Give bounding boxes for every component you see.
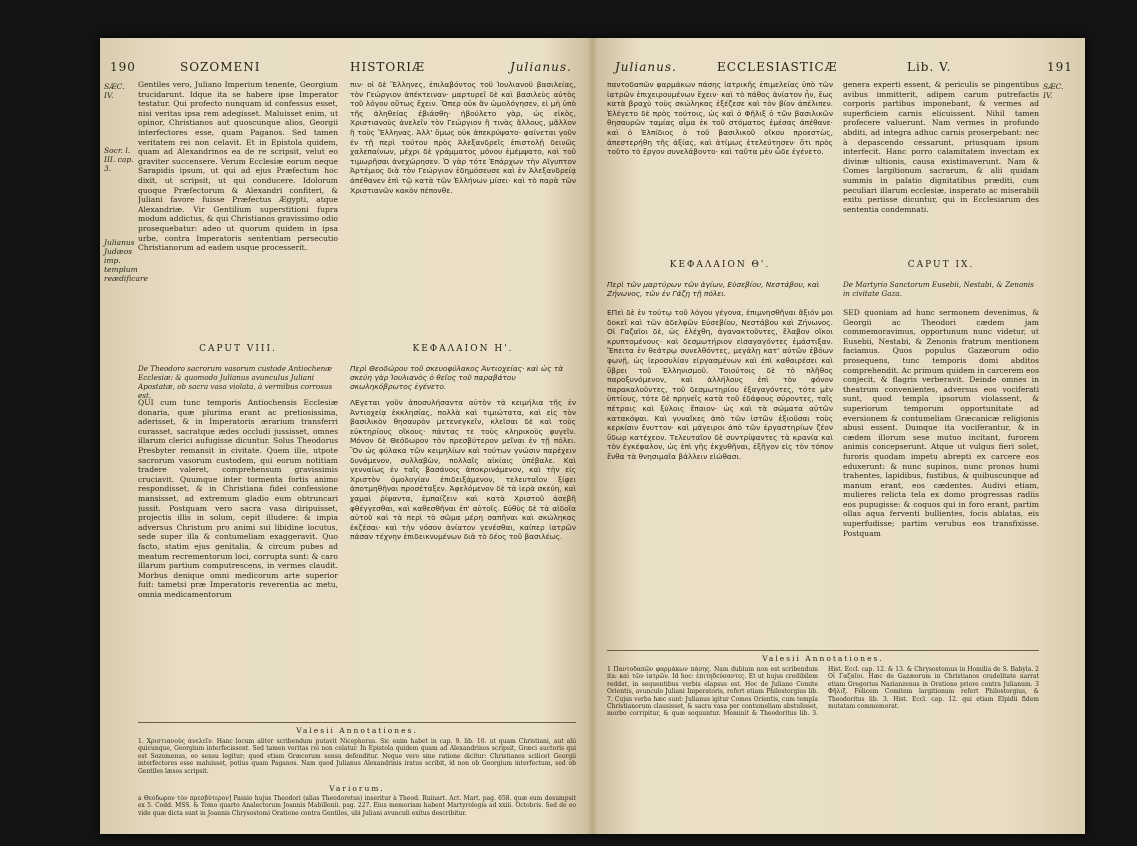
side-note: Socr. l. III. cap. 3. [104,146,134,173]
notes-rule [607,650,1039,651]
latin-paragraph: genera experti essent, & periculis se pingentibus avibus immitterit, adipem carum putrefactis corporis partibus imponebant, & vermes ad superficiem carnis elicuissent. Nihil tamen profecere valuerunt. Nam vermes in profundo abditi, ad integra adhuc carnis proserpebant: nec à depascendo cessarunt, priusquam ipsum interfecit. Hanc porro calamitatem invectam ex divinæ ultionis, causa existimaverunt. Nam & Comes largitionum sacrarum, & alii quidam summis in palatio dignitatibus præditi, cum peculiari illarum ecclesiæ, insperato ac miserabili exitu periisse dicuntur, qui in Ecclesiarum des sententia condemnati. [843,80,1039,214]
running-head-right [607,60,1075,78]
greek-chapter-paragraph: ΛΕγεται γοῦν ἀποσυλήσαντα αὐτὸν τὰ κειμήλια τῆς ἐν Ἀντιοχείᾳ ἐκκλησίας, πολλὰ καὶ τιμιώτατα, καὶ εἰς τὸν βασιλικὸν θησαυρὸν μετενεγκεῖν, κλεῖσαι δὲ καὶ τοὺς εὐκτηρίους οἴκους· πάντας τε τοὺς κληρικοὺς φυγεῖν. Μόνον δὲ Θεόδωρον τὸν πρεσβύτερον μεῖναι ἐν τῇ πόλει. Ὃν ὡς φύλακα τῶν κειμηλίων καὶ τούτων γνώσιν παρέχειν δυνάμενον, συλλαβὼν, πολλαῖς αἰκίαις ὑπέβαλε. Καὶ γενναίως ἐν ταῖς βασάνοις ἀποκρινάμενον, καὶ τὴν εἰς Χριστὸν ὁμολογίαν ἐπιδειξάμενον, τελευταῖον ξίφει ἀποτμηθῆναι προσέταξεν. Ἀφελόμενον δὲ τὰ ἱερὰ σκεύη, καὶ χαμαὶ ῥίψαντα, ἐμπαίζειν καὶ κατὰ Χριστοῦ ἀσεβῆ φθέγγεσθαι, καὶ καθεσθῆναι ἐπ' αὐτοῖς. Εὐθὺς δὲ τὰ αἰδοῖα αὐτοῦ καὶ τὰ περὶ τὸ σῶμα μέρη σαπῆναι καὶ σκώληκας ἐκζέσαι· καὶ τὴν νόσον ἀνίατον γενέσθαι, καίπερ ἰατρῶν πάσαν τέχνην ἐπιδεικνυμένων διὰ τὸ δέος τοῦ βασιλέως. [350,398,576,542]
notes-rule [138,722,576,723]
chapter-summary-greek: Περὶ Θεοδώρου τοῦ σκευοφύλακος Ἀντιοχείας· καὶ ὡς τὰ σκεύη γὰρ Ἰουλιανὸς ὁ θεῖος τοῦ παραβάτου σκωληκόβρωτος ἐγένετο. [350,364,564,391]
running-head-left [110,60,578,78]
variorum-notes [138,795,576,825]
greek-column [607,80,833,250]
greek-chapter-body [607,308,833,644]
running-head-ruler: Julianus. [615,60,677,74]
latin-column [843,80,1039,250]
chapter-summary-greek: Περὶ τῶν μαρτύρων τῶν ἁγίων, Εὐσεβίου, Νεστάβου, καὶ Ζήνωνος, τῶν ἐν Γάζῃ τῇ πόλει. [607,280,820,298]
chapter-heading-greek: ΚΕΦΑΛΑΙΟΝ Η'. [412,344,514,354]
chapter-heading-latin: CAPUT IX. [907,260,975,270]
running-head-author: SOZOMENI [180,60,261,74]
open-book [100,38,1085,834]
notes-title: Valesii Annotationes. [296,726,418,735]
latin-chapter-body [843,308,1039,644]
page-number: 190 [110,60,136,74]
annotations [607,666,1039,824]
side-note: Julianus Judæos imp. templum reædificare [104,238,148,283]
greek-paragraph: πιν· οἱ δὲ Ἕλληνες, ἐπιλαβόντος τοῦ Ἰουλιανοῦ βασιλείας, τὸν Γεώργιον ἀπέκτειναν· μαρτυρεῖ δὲ καὶ βασιλεὺς αὐτὸς τοῦ λόγου οὕτως ἔχειν. Ὅπερ οὐκ ἂν ὡμολόγησεν, εἰ μὴ ὑπὸ τῆς ἀληθείας ἐβιάσθη· ἠβούλετο γὰρ, ὡς εἰκὸς, Χριστιανοὺς ἀνελεῖν τὸν Γεώργιον ἢ τινὰς ἄλλους, μᾶλλον ἢ τοὺς Ἕλληνας. Ἀλλ' ὅμως οὐκ ἀπεκρύψατο· φαίνεται γοῦν ἐν τῇ περὶ τούτου πρὸς Ἀλεξανδρεῖς ἐπιστολῇ δεινῶς χαλεπαίνων, μέχρι δὲ γράμματος μόνου ἐμέμψατο, καὶ τοῦ τιμωρῆσαι ἀνεχώρησεν. Ὁ γὰρ τότε Ἐπάρχων τὴν Αἴγυπτον Ἀρτέμιος διὰ τὸν Γεώργιον ἐδημόσευσε καὶ ἐν Ἀλεξανδρείᾳ ἀπέθανεν ἐπὶ τῷ κατὰ τῶν Ἑλλήνων μίσει· καὶ τὸ παρὰ τῶν Χριστιανῶν κακὸν πέπονθε. [350,80,576,195]
chapter-heading-greek: ΚΕΦΑΛΑΙΟΝ Θ'. [669,260,771,270]
annotation-text: 1 Παντοδαπῶν φαρμάκων πάσης. Nam dubium non est scribendum ita: καὶ τῶν ἰατρῶν. Id hoc: ἐπιτηδεύσαντες. Et ut hujus credibilem reddat, in sequentibus verbis elapsus est. Hoc de Juliano Comite Orientis, avunculo Juliani Imperatoris, refert etiam Philostorgius lib. 7. Cujus verba hæc sunt: Julianus igitur Comes Orientis, cum templa Christianorum clausisset, & sacra vasa per contumeliam abstulisset, morbo corripitur, & quæ sequuntur. Meminit & Theodoritus lib. 3. Hist. Eccl. cap. 12. & 13. & Chrysostomus in Homilia de S. Babyla. 2 Οἱ Γαζαῖοι. Hæc de Gazæorum in Christianos crudelitate narrat etiam Gregorius Nazianzenus in Oratione priore contra Julianum. 3 Φῆλιξ. Felicem Comitem largitionum refert Philostorgius, & Theodoritus lib. 3. Hist. Eccl. cap. 12. qui etiam Elpidii fidem mutatam commemorat. [607,666,1039,718]
greek-paragraph: παντοδαπῶν φαρμάκων πάσης ἰατρικῆς ἐπιμελείας ὑπὸ τῶν ἰατρῶν ἐπιχειρουμένων ἔχειν· καὶ τὸ πάθος ἀνίατον ἦν, ἕως κατὰ βραχὺ τοὺς σκώληκας ἐξέζεσε καὶ τὸν βίον ἀπέλιπεν. Ἐλέγετο δὲ πρὸς τούτοις, ὡς καὶ ὁ Φῆλιξ ὁ τῶν βασιλικῶν θησαυρῶν ταμίας αἷμα ἐκ τοῦ στόματος ἐμέσας ἀπέθανε· καὶ ὁ Ἐλπίδιος ὁ τοῦ βασιλικοῦ οἴκου προεστὼς, ἀπεστερήθη τῆς ἀξίας, καὶ ἀτίμως ἐτελεύτησεν· ὅτι πρὸς τοῦτο τὸ ἔργον συνελάβοντο· καὶ ταῦτα μὲν ὧδε ἐγένετο. [607,80,833,157]
chapter-heading-latin: CAPUT VIII. [199,344,277,354]
greek-chapter-paragraph: ΕΠεὶ δὲ ἐν τούτῳ τοῦ λόγου γέγονα, ἐπιμνησθῆναι ἄξιόν μοι δοκεῖ καὶ τῶν ἀδελφῶν Εὐσεβίου, Νεστάβου καὶ Ζήνωνος. Οἱ Γαζαῖοι δὲ, ὡς ἐλέχθη, ἀγανακτοῦντες, ἔλαβον οἴκοι κρυπτομένους· καὶ δεσμωτήριον εἰσαγαγόντες ἐμάστιξαν. Ἔπειτα ἐν θεάτρῳ συνελθόντες, μεγάλῃ κατ' αὐτῶν ἐβόων φωνῇ, ὡς ἱεροσυλίαν εἰργασμένων καὶ ἐπὶ καθαιρέσει καὶ ὕβρει τοῦ Ἑλληνισμοῦ. Τοιούτοις δὲ τὸ πλῆθος παροξυνόμενον, καὶ ἀλλήλους ἐπὶ τὸν φόνον παρακαλοῦντες, τοῦ δεσμωτηρίου ἐξαγαγόντες, τότε μὲν ὑπτίους, τότε δὲ πρηνεῖς κατὰ τοῦ ἐδάφους σύροντες, ταῖς πέτραις καὶ ξύλοις ἔπαιον· ὡς καὶ τὰ σώματα αὐτῶν κατακόψαι. Καὶ γυναῖκες ἀπὸ τῶν ἱστῶν ἐξιοῦσαι τοὺς κερκίσιν ἔνυττον· καὶ μάγειροι ἀπὸ τῶν ἐργαστηρίων ζέον ὕδωρ κατέχεον. Τελευταῖον δὲ συντρίψαντες τὰ κρανία καὶ τὸν ἐγκέφαλον, ὡς ἐπὶ γῆς ἐκχυθῆναι, ἐξῆγον εἰς τὸν τόπον ἔνθα τὰ θνησιμαῖα βάλλειν εἰώθασι. [607,308,833,461]
greek-column [350,80,576,334]
latin-chapter-body [138,398,338,716]
variorum-title: Variorum. [329,784,385,793]
left-page [100,38,588,834]
variorum-text: a Θεόδωρον τὸν πρεσβύτερον] Passio hujus Theodori (alias Theodoretus) inseritur à Theod. Ruinart. Act. Mart. pag. 658. quæ eum desumpsit ex 5. Codd. MSS. & Tomo quarto Analectorum Joannis Mabillonii. pag. 227. Eius memoriam habent Martyrologia ad xxiii. Octobris. Sed de eo vide quæ dicta sunt in Joannis Chrysostomi Oratione contra Gentiles, ubi Juliani avunculi exitus describitur. [138,795,576,817]
chapter-summary-latin: De Theodoro sacrorum vasorum custode Antiochenæ Ecclesiæ: & quomodo Julianus avunculus Juliani Apostatæ, ob sacra vasa violata, à vermibus corrosus est. [138,364,333,400]
latin-chapter-paragraph: QUI cum tunc temporis Antiochensis Ecclesiæ donaria, quæ plurima erant ac pretiosissima, aderisset, & in Imperatoris ærarium transferri curasset, sacratque ædes occludi jussisset, omnes illarum clerici aufugisse dicuntur. Solus Theodorus Presbyter remansit in civitate. Quem ille, utpote sacrorum vasorum custodem, qui eorum notitiam tradere valeret, comprehensum gravissimis cruciavit. Quumque inter tormenta fortis animo respondisset, & in Christiana fidei confessione mansisset, ad extremum gladio eum obtruncari jussit. Postquam vero sacra vasa diripuisset, projectis illis in solum, cepit illudere: & impia adversus Christum pro animi sui libidine locutus, sede super illa & contumeliam exaggeravit. Quo facto, statim ejus genitalia, & circum pubes ad meatum recrementorum loci, corrupta sunt: & caro illarum partium computrescens, in vermes claudit. Morbus denique omni medicorum arte superior fuit: tametsi præ Imperatoris reverentia ac metu, omnia medicamentorum [138,398,338,599]
running-head-book: Lib. V. [907,60,952,74]
chapter-summary-latin: De Martyrio Sanctorum Eusebii, Nestabi, & Zenonis in civitate Gaza. [843,280,1034,298]
latin-column [138,80,338,334]
greek-chapter-body [350,398,576,716]
running-head-ruler: Julianus. [510,60,572,74]
right-page [597,38,1085,834]
side-note: SÆC. IV. [1043,82,1064,100]
page-number: 191 [1047,60,1073,74]
running-head-title: ECCLESIASTICÆ [717,60,838,74]
notes-title: Valesii Annotationes. [762,654,884,663]
latin-chapter-paragraph: SED quoniam ad hunc sermonem devenimus, & Georgii ac Theodori cædem jam commemoravimus, opportunum nunc videtur, ut Eusebii, Nestabi, & Zenonis fratrum mentionem faciamus. Quos populus Gazæorum odio prosequens, tunc temporis domi abditos comprehendit. Ac primum quidem in carcerem eos conjecit, & flagris verberavit. Deinde omnes in theatrum convenientes, adversus eos vociferati sunt, quod templa ipsorum violassent, & superiorum temporum opportunitate ad eversionem & contumeliam Græcanicæ religionis abusi essent. Dumque ita vociferantur, & in cædem illorum sese mutuo incitant, furorem animis concepserunt. Atque ut vulgus fieri solet, furoris quodam impetu abrepti ex carcere eos eduxerunt: & nunc supinos, nunc pronos humi trahentes, lapidibus, fustibus, & quibuscunque ad manum erant, eos cædentes. Audivi etiam, mulieres relicta tela ex domo progressas radiis eos pupugisse: & coquos qui in foro erant, partim ollas aqua ferventi bullientes, focis ablatas, eis superfudisse; partim verubus eos transfixisse. Postquam [843,308,1039,538]
annotations [138,738,576,780]
running-head-title: HISTORIÆ [350,60,426,74]
latin-paragraph: Gentiles vero, Juliano Imperium tenente, Georgium trucidarunt. Idque ita se habere ipse Imperator testatur. Qui profecto nunquam id confessus esset, nisi veritas ipsa rem adegisset. Maluisset enim, ut opinor, Christianos aut quoscunque alios, Georgii interfectores esse, quam Paganos. Sed tamen veritatem rei non celavit. Et in Epistola quidem, quam ad Alexandrinos ea de re scripsit, velut eo graviter succensere. Verum Ecclesiæ eorum neque Sarapidis ipsum, ut qui ad ejus Præfectum hoc dixit, ut scripsit, ut qui conducere. Idolorum quoque Præfectorum & Alexandri confiteri, & Juliani favore fuisse Præfectus Ægypti, atque Alexandriæ. Vir Gentilium superstitioni fupra modum addictus, & qui Christianos gravissimo odio prosequebatur: adeo ut quorum quidem in ipsa urbe, contra Imperatoris sententiam persecutio Christianorum ad eadem usque processerit. [138,80,338,253]
side-note: SÆC. IV. [104,82,125,100]
annotation-text: 1. Χριστιανοὺς ἀνελεῖν. Hanc locum aliter scribendum putavit Nicephorus. Sic enim habet in cap. 9. lib. 10. ut quam Christiani, aut alii quicunque, Georgium interfecissent. Sed tamen veritas rei non celatur. In Epistola quidem quam ad Alexandrinos scripsit, Græci auctoris qui est Sozomenus, eo sensu legitur; quod etiam Græcorum sensu defenditur. Neque vero sine ratione dicitur: Christianos scilicet Georgii interfectores esse maluisset, potius quam Paganos. Nam quod Julianus Alexandrinis iratus scribit, id non ob Georgium interfectum, sed ob Gentiles læsos scripsit. [138,738,576,775]
